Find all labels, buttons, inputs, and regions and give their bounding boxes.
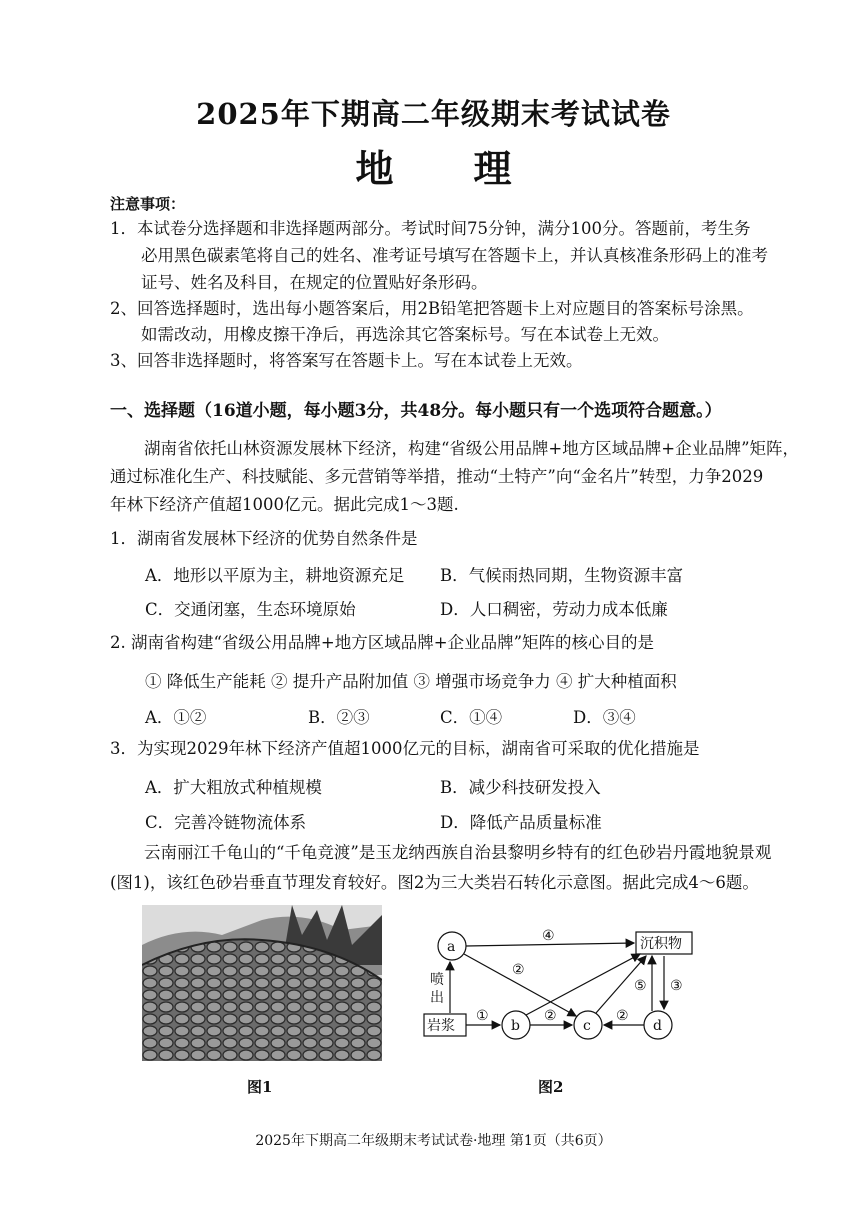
subject-char-2: 理 [473, 146, 512, 191]
note-2-line-2: 如需改动，用橡皮擦干净后，再选涂其它答案标号。写在本试卷上无效。 [141, 325, 669, 344]
question-1-option-b: B．气候雨热同期，生物资源丰富 [440, 566, 684, 585]
arrow-label-2-mid: ② [544, 1008, 557, 1024]
question-3-option-c: C．完善冷链物流体系 [145, 813, 307, 832]
note-2-line-1: 2、回答选择题时，选出每小题答案后，用2B铅笔把答题卡上对应题目的答案标号涂黑。 [110, 299, 754, 318]
question-3-option-d: D．降低产品质量标准 [440, 813, 602, 832]
note-1-line-1: 1．本试卷分选择题和非选择题两部分。考试时间75分钟，满分100分。答题前，考生务 [110, 219, 751, 238]
notes-heading: 注意事项： [110, 195, 186, 213]
passage-2-line-1: 云南丽江千龟山的“千龟竞渡”是玉龙纳西族自治县黎明乡特有的红色砂岩丹霞地貌景观 [144, 843, 772, 862]
passage-1-line-1: 湖南省依托山林资源发展林下经济，构建“省级公用品牌+地方区域品牌+企业品牌”矩阵， [144, 439, 800, 458]
section-1-heading: 一、选择题（16道小题，每小题3分，共48分。每小题只有一个选项符合题意。） [110, 401, 722, 421]
arrow-label-5: ⑤ [634, 978, 647, 994]
passage-1-line-2: 通过标准化生产、科技赋能、多元营销等举措，推动“土特产”向“金名片”转型，力争2029 [110, 467, 764, 486]
note-1-line-3: 证号、姓名及科目，在规定的位置贴好条形码。 [141, 273, 488, 292]
note-3: 3、回答非选择题时，将答案写在答题卡上。写在本试卷上无效。 [110, 351, 583, 370]
question-2-option-c: C．①④ [440, 708, 503, 727]
exam-title: 2025年下期高二年级期末考试试卷 [196, 97, 671, 131]
question-1-stem: 1．湖南省发展林下经济的优势自然条件是 [110, 529, 418, 548]
page-footer: 2025年下期高二年级期末考试试卷·地理 第1页（共6页） [255, 1133, 612, 1149]
figure-2-caption: 图2 [538, 1078, 564, 1096]
node-a-label: a [447, 939, 456, 955]
eruption-label-2: 出 [430, 990, 444, 1006]
eruption-label-1: 喷 [430, 972, 444, 988]
rock-cycle-diagram [420, 920, 705, 1050]
passage-2-line-2: (图1)，该红色砂岩垂直节理发育较好。图2为三大类岩石转化示意图。据此完成4～6题。 [110, 873, 759, 892]
magma-label: 岩浆 [427, 1018, 455, 1034]
node-d-label: d [653, 1018, 662, 1034]
question-1-option-d: D．人口稠密，劳动力成本低廉 [440, 600, 668, 619]
arrow-label-2-right: ② [616, 1008, 629, 1024]
subject-char-1: 地 [355, 146, 394, 191]
arrow-label-3: ③ [670, 978, 683, 994]
question-3-stem: 3．为实现2029年林下经济产值超1000亿元的目标，湖南省可采取的优化措施是 [110, 739, 700, 758]
question-2-stem: 2. 湖南省构建“省级公用品牌+地方区域品牌+企业品牌”矩阵的核心目的是 [110, 633, 655, 652]
node-b-label: b [511, 1018, 520, 1034]
question-2-option-b: B．②③ [308, 708, 370, 727]
question-1-option-a: A．地形以平原为主，耕地资源充足 [145, 566, 405, 585]
question-3-option-a: A．扩大粗放式种植规模 [145, 778, 322, 797]
danxia-landform-photo [142, 905, 382, 1061]
sediment-label: 沉积物 [640, 936, 682, 952]
note-1-line-2: 必用黑色碳素笔将自己的姓名、准考证号填写在答题卡上，并认真核准条形码上的准考 [141, 246, 768, 265]
question-3-option-b: B．减少科技研发投入 [440, 778, 601, 797]
question-2-option-d: D．③④ [573, 708, 636, 727]
question-2-option-a: A．①② [145, 708, 207, 727]
arrow-label-2-top: ② [512, 962, 525, 978]
passage-1-line-3: 年林下经济产值超1000亿元。据此完成1～3题. [110, 495, 459, 514]
figure-1-caption: 图1 [247, 1078, 273, 1096]
question-1-option-c: C．交通闭塞，生态环境原始 [145, 600, 356, 619]
arrow-label-4: ④ [542, 928, 555, 944]
subject-title [0, 138, 867, 193]
question-2-items: ① 降低生产能耗 ② 提升产品附加值 ③ 增强市场竞争力 ④ 扩大种植面积 [145, 672, 677, 691]
node-c-label: c [583, 1018, 591, 1034]
arrow-label-1: ① [476, 1008, 489, 1024]
